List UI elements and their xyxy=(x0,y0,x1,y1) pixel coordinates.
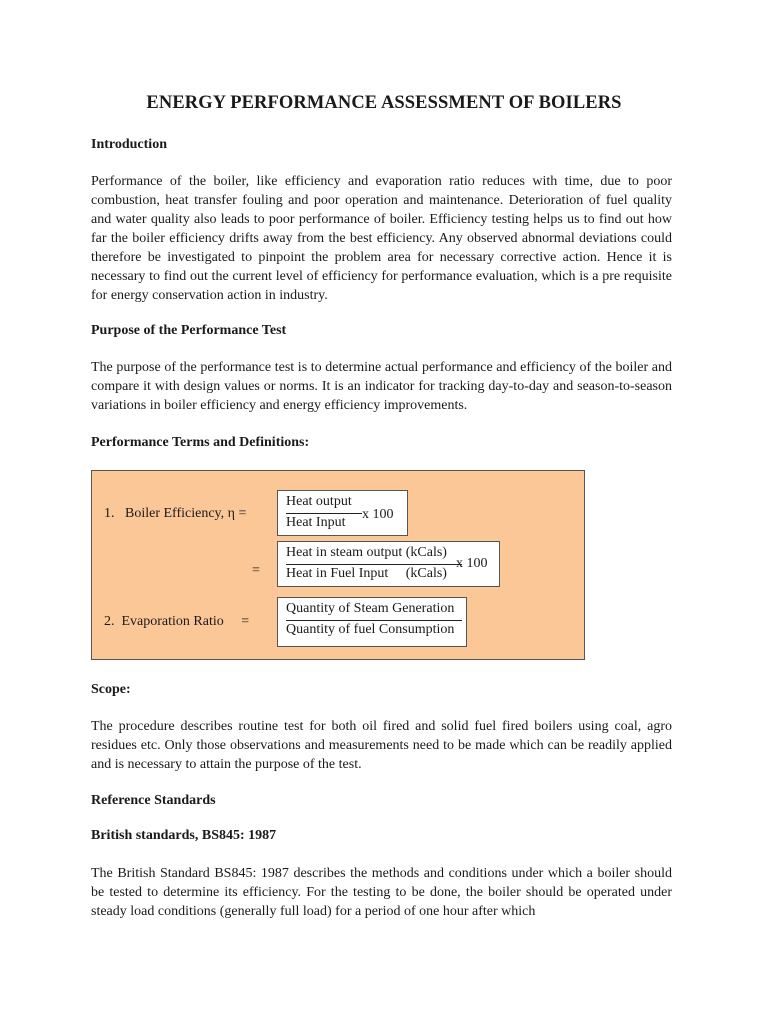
efficiency-label: 1. Boiler Efficiency, η = xyxy=(104,506,247,521)
heading-reference-standards: Reference Standards xyxy=(91,793,216,808)
efficiency-kcal-numerator: Heat in steam output (kCals) xyxy=(286,545,447,560)
formula-panel xyxy=(91,470,585,660)
heading-british-standards: British standards, BS845: 1987 xyxy=(91,828,277,843)
heading-scope: Scope: xyxy=(91,682,131,697)
efficiency-kcal-denominator: Heat in Fuel Input (kCals) xyxy=(286,566,447,581)
efficiency-kcal-multiplier: x 100 xyxy=(456,556,488,571)
paragraph-british-standards: The British Standard BS845: 1987 describes the methods and conditions under which a boiler should be tested to determine its efficiency. For the testing to be done, the boiler should be operated under steady load conditions (generally full load) for a period of one hour after which xyxy=(91,866,672,919)
fraction-bar xyxy=(286,620,462,621)
paragraph-introduction: Performance of the boiler, like efficiency and evaporation ratio reduces with time, due to poor combustion, heat transfer fouling and poor operation and maintenance. Deterioration of fuel quality and water quality also leads to poor performance of boiler. Efficiency testing helps us to find out how far the boiler efficiency drifts away from the best efficiency. Any observed abnormal deviations could therefore be investigated to pinpoint the problem area for necessary corrective action. Hence it is necessary to find out the current level of efficiency for performance evaluation, which is a pre requisite for energy conservation action in industry. xyxy=(91,174,672,303)
evaporation-numerator: Quantity of Steam Generation xyxy=(286,601,455,616)
efficiency-fraction xyxy=(277,490,408,536)
evaporation-fraction xyxy=(277,597,467,647)
paragraph-scope: The procedure describes routine test for both oil fired and solid fuel fired boilers using coal, agro residues etc. Only those observations and measurements need to be made which can be readily applied and is necessary to attain the purpose of the test. xyxy=(91,719,672,772)
efficiency-numerator: Heat output xyxy=(286,494,352,509)
fraction-bar xyxy=(286,564,462,565)
efficiency-denominator: Heat Input xyxy=(286,515,346,530)
evaporation-denominator: Quantity of fuel Consumption xyxy=(286,622,455,637)
heading-purpose: Purpose of the Performance Test xyxy=(91,323,287,338)
heading-introduction: Introduction xyxy=(91,137,167,152)
document-title: ENERGY PERFORMANCE ASSESSMENT OF BOILERS xyxy=(146,93,622,113)
evaporation-label: 2. Evaporation Ratio = xyxy=(104,614,250,629)
paragraph-purpose: The purpose of the performance test is to determine actual performance and efficiency of the boiler and compare it with design values or norms. It is an indicator for tracking day-to-day and season-to-season variations in boiler efficiency and energy efficiency improvements. xyxy=(91,360,672,413)
fraction-bar xyxy=(286,513,362,514)
efficiency-multiplier: x 100 xyxy=(362,507,394,522)
heading-terms: Performance Terms and Definitions: xyxy=(91,435,310,450)
efficiency-fraction-kcal xyxy=(277,541,500,587)
efficiency-equals: = xyxy=(252,563,260,578)
